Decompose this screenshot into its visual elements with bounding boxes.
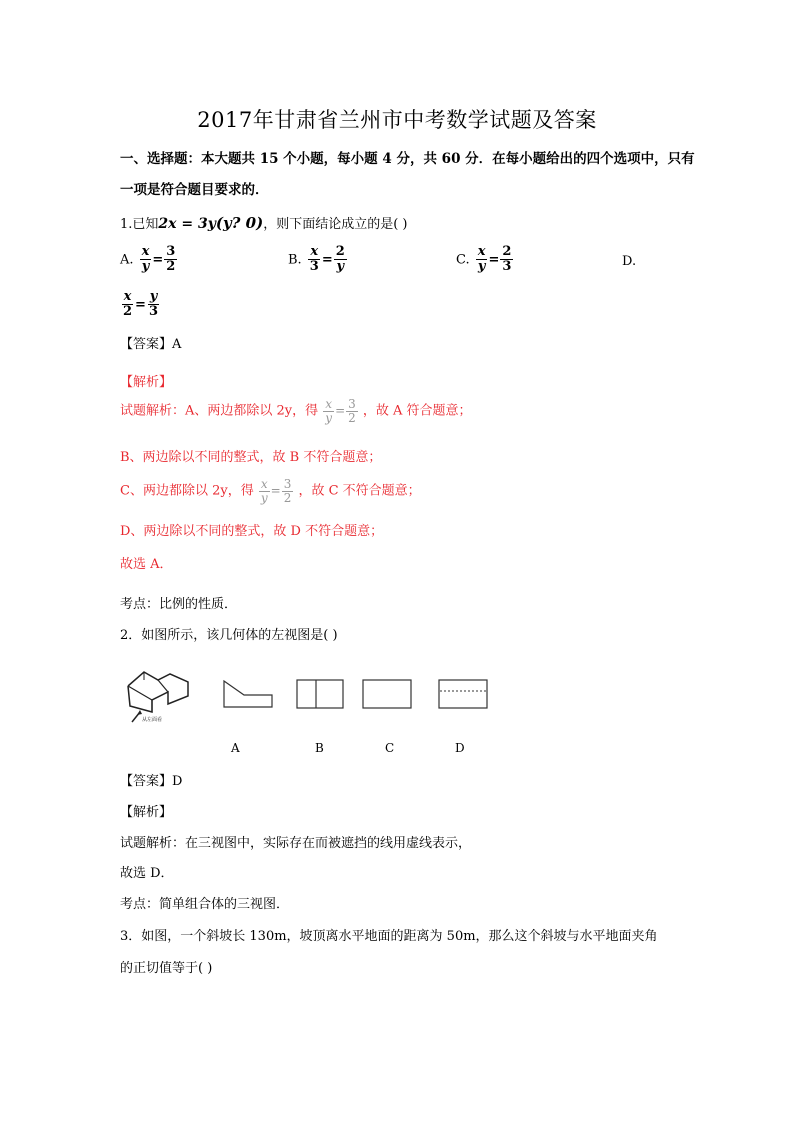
fraction	[308, 245, 321, 273]
q1-option-c	[456, 245, 514, 273]
denominator: 2	[283, 490, 292, 505]
section-header-line2: 一项是符合题目要求的．	[120, 182, 269, 198]
numerator: x	[141, 244, 150, 259]
q1-equation: 2x = 3y	[158, 216, 216, 232]
analysis-text: ，故 C 不符合题意；	[298, 483, 421, 499]
equals-sign: =	[321, 252, 333, 268]
denominator: y	[260, 490, 268, 505]
q2-option-d-figure	[438, 679, 488, 709]
q2-answer: 【答案】D	[120, 774, 183, 789]
denominator: 2	[166, 258, 176, 274]
fraction	[164, 245, 177, 273]
q2-option-c-figure	[362, 679, 412, 709]
q1-option-d	[120, 290, 161, 318]
q1-analysis-line-a	[120, 398, 472, 424]
fraction	[259, 478, 270, 504]
fraction	[140, 245, 152, 273]
fraction	[500, 245, 513, 273]
q1-analysis-line-c	[120, 478, 421, 504]
equals-sign: =	[152, 252, 164, 268]
q1-kaodian: 考点：比例的性质．	[120, 597, 238, 612]
q2-label-a: A	[231, 741, 240, 755]
q1-analysis-head: 【解析】	[120, 375, 173, 390]
numerator: x	[310, 244, 319, 259]
q2-kaodian: 考点：简单组合体的三视图．	[120, 897, 290, 912]
fraction	[121, 290, 134, 318]
denominator: 3	[502, 258, 512, 274]
q2-analysis: 试题解析：在三视图中，实际存在而被遮挡的线用虚线表示，	[120, 836, 472, 851]
numerator: x	[325, 397, 333, 411]
q3-stem-line2: 的正切值等于( )	[120, 961, 213, 976]
q2-choose: 故选 D．	[120, 866, 174, 881]
numerator: 2	[335, 244, 345, 259]
numerator: x	[477, 244, 486, 259]
q1-analysis-line-d: D、两边除以不同的整式，故 D 不符合题意；	[120, 524, 384, 539]
q1-option-d-label: D.	[622, 254, 637, 269]
fraction	[323, 398, 334, 424]
q1-answer: 【答案】A	[120, 337, 182, 352]
q1-prefix: 1.已知	[120, 217, 159, 232]
numerator: y	[149, 289, 158, 304]
option-label: C.	[456, 252, 470, 268]
q1-stem	[120, 213, 408, 232]
fraction	[282, 478, 294, 504]
solid-figure	[122, 660, 192, 724]
fraction	[147, 290, 160, 318]
analysis-text: ，故 A 符合题意；	[362, 403, 472, 419]
q1-option-a	[120, 245, 178, 273]
fig-caption: 从左面看	[142, 717, 163, 723]
numerator: x	[260, 477, 268, 491]
numerator: 3	[283, 477, 292, 491]
q2-analysis-head: 【解析】	[120, 805, 173, 820]
denominator: 3	[309, 258, 319, 274]
option-label: A.	[120, 252, 134, 268]
equals-sign: =	[488, 252, 500, 268]
q1-analysis-choose: 故选 A．	[120, 557, 173, 572]
q2-option-a-figure	[222, 679, 274, 709]
denominator: y	[325, 410, 333, 425]
fraction	[346, 398, 358, 424]
denominator: 2	[348, 410, 356, 425]
equals-sign: =	[135, 297, 146, 313]
denominator: y	[477, 258, 486, 274]
q1-suffix: ，则下面结论成立的是( )	[263, 217, 408, 232]
q1-option-b	[288, 245, 348, 273]
fraction	[476, 245, 488, 273]
denominator: y	[336, 258, 345, 274]
section-header-line1: 一、选择题：本大题共 15 个小题，每小题 4 分，共 60 分．在每小题给出的四个选项中，只有	[120, 151, 695, 167]
q1-condition: (y? 0)	[215, 214, 264, 232]
denominator: 2	[123, 303, 133, 319]
numerator: 3	[166, 244, 176, 259]
fraction	[334, 245, 347, 273]
q3-stem-line1: 3．如图，一个斜坡长 130m，坡顶离水平地面的距离为 50m，那么这个斜坡与水平地面夹角	[120, 929, 658, 944]
q1-analysis-line-b: B、两边除以不同的整式，故 B 不符合题意；	[120, 450, 382, 465]
equals-sign: =	[270, 483, 281, 498]
page-title: 2017年甘肃省兰州市中考数学试题及答案	[197, 108, 597, 132]
numerator: 3	[348, 397, 356, 411]
q2-label-c: C	[385, 741, 395, 755]
analysis-text: C、两边都除以 2y，得	[120, 483, 254, 499]
option-label: B.	[288, 252, 302, 268]
q2-stem: 2．如图所示，该几何体的左视图是( )	[120, 628, 338, 643]
numerator: x	[123, 289, 132, 304]
denominator: y	[141, 258, 150, 274]
analysis-text: 试题解析：A、两边都除以 2y，得	[120, 403, 319, 419]
numerator: 2	[502, 244, 512, 259]
q2-label-b: B	[315, 741, 324, 755]
q2-option-b-figure	[296, 679, 344, 709]
equals-sign: =	[335, 403, 346, 418]
denominator: 3	[148, 303, 158, 319]
q2-label-d: D	[455, 741, 465, 755]
